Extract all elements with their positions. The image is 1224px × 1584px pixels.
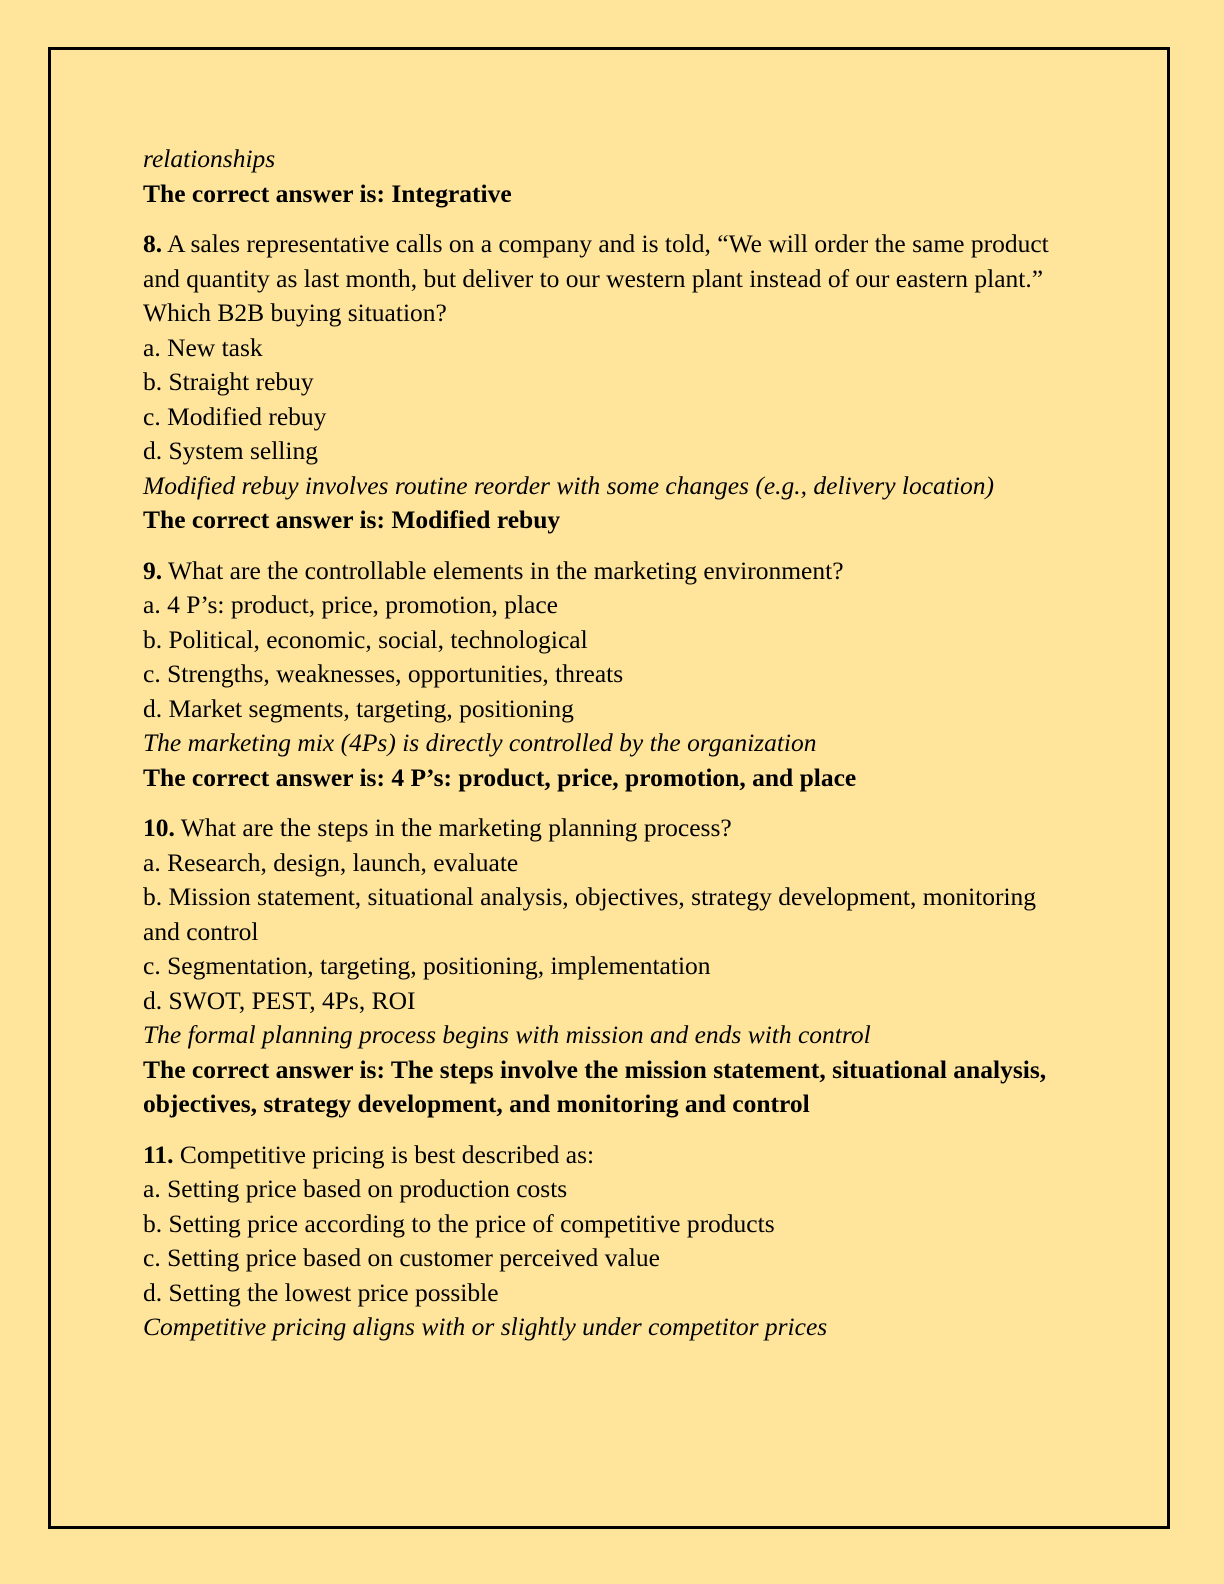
answer-option: d. System selling — [143, 436, 318, 465]
question-number: 10. — [143, 813, 175, 842]
question-number: 11. — [143, 1139, 174, 1169]
correct-answer: The correct answer is: Integrative — [143, 178, 512, 208]
explanation-text: The marketing mix (4Ps) is directly controlled by the organization — [143, 728, 817, 757]
answer-option: a. Setting price based on production costs — [143, 1174, 568, 1203]
question-text: 9. What are the controllable elements in the marketing environment? — [143, 555, 844, 585]
answer-option: c. Segmentation, targeting, positioning, implementation — [143, 951, 711, 980]
question-number: 9. — [143, 555, 163, 585]
answer-option: d. SWOT, PEST, 4Ps, ROI — [143, 985, 416, 1015]
explanation-text: relationships — [143, 144, 276, 173]
quiz-content — [143, 142, 1073, 1345]
explanation-text: The formal planning process begins with mission and ends with control — [143, 1020, 871, 1049]
explanation-text: Competitive pricing aligns with or slightly under competitor prices — [143, 1312, 828, 1341]
answer-option: d. Setting the lowest price possible — [143, 1277, 499, 1307]
answer-option: c. Modified rebuy — [143, 401, 327, 431]
question-block — [143, 227, 1073, 538]
answer-option: c. Setting price based on customer perceived value — [143, 1243, 660, 1272]
answer-option: b. Political, economic, social, technological — [143, 624, 588, 654]
correct-answer: The correct answer is: 4 P’s: product, price, promotion, and place — [143, 762, 857, 792]
question-block — [143, 811, 1073, 1122]
question-block — [143, 1138, 1073, 1345]
correct-answer: The correct answer is: The steps involve the mission statement, situational analysis, objectives, strategy development, and monitoring and control — [143, 1054, 1047, 1118]
question-number: 8. — [143, 229, 163, 258]
answer-option: b. Setting price according to the price of competitive products — [143, 1208, 775, 1238]
answer-option: b. Mission statement, situational analysis, objectives, strategy development, monitoring and control — [143, 882, 1037, 946]
question-text: 11. Competitive pricing is best described as: — [143, 1139, 595, 1169]
question-text: 10. What are the steps in the marketing planning process? — [143, 813, 732, 842]
answer-option: a. New task — [143, 332, 263, 362]
question-text: 8. A sales representative calls on a company and is told, “We will order the same product and quantity as last month, but deliver to our western plant instead of our eastern plant.” Which B2B buying situation? — [143, 229, 1049, 327]
question-block — [143, 554, 1073, 796]
answer-option: a. 4 P’s: product, price, promotion, place — [143, 590, 558, 619]
answer-option: d. Market segments, targeting, positioning — [143, 693, 574, 723]
answer-option: b. Straight rebuy — [143, 367, 314, 396]
explanation-text: Modified rebuy involves routine reorder with some changes (e.g., delivery location) — [143, 470, 994, 500]
answer-option: a. Research, design, launch, evaluate — [143, 847, 519, 877]
answer-option: c. Strengths, weaknesses, opportunities, threats — [143, 659, 624, 688]
correct-answer: The correct answer is: Modified rebuy — [143, 505, 561, 534]
